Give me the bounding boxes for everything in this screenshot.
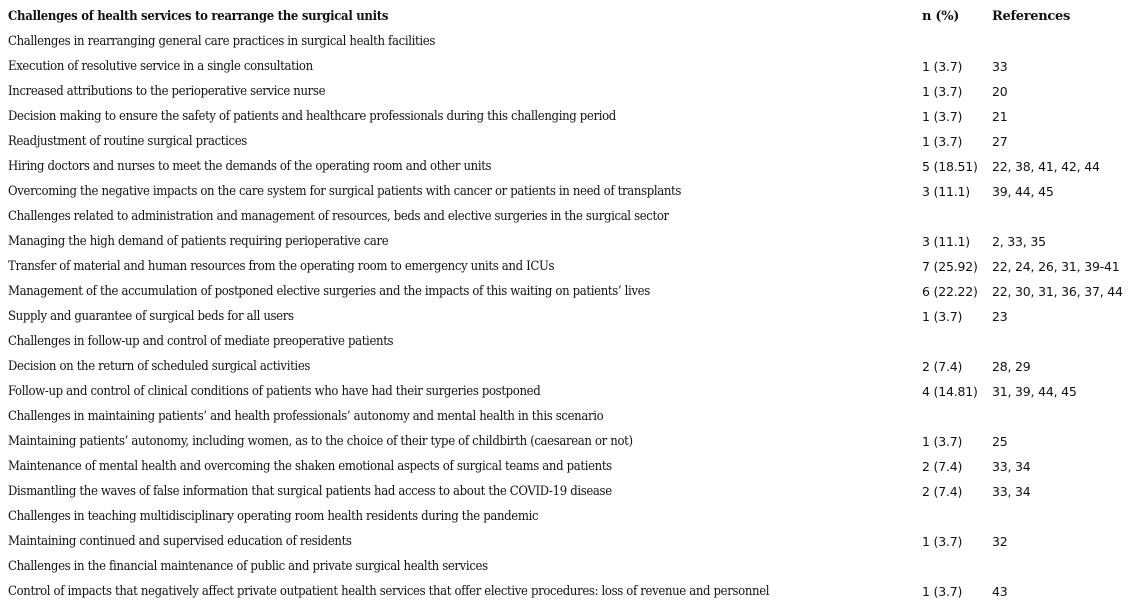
- references-value: [992, 554, 1148, 579]
- references-value: 31, 39, 44, 45: [992, 384, 1077, 399]
- challenge-description: Execution of resolutive service in a single consultation: [8, 59, 313, 74]
- references-value: 25: [992, 434, 1008, 449]
- challenge-description: Dismantling the waves of false information that surgical patients had access to about the COVID-19 disease: [8, 484, 612, 499]
- table-row: [0, 304, 1148, 329]
- n-percent-value: 7 (25.92): [922, 259, 978, 274]
- challenge-description: Maintenance of mental health and overcoming the shaken emotional aspects of surgical teams and patients: [8, 459, 612, 474]
- table-row: [0, 129, 1148, 154]
- n-percent-value: 1 (3.7): [922, 109, 963, 124]
- n-percent-value: 1 (3.7): [922, 134, 963, 149]
- category-row: [0, 204, 1148, 229]
- header-n-percent: n (%): [922, 9, 960, 24]
- references-value: 33, 34: [992, 484, 1031, 499]
- category-label: Challenges in maintaining patients’ and health professionals’ autonomy and mental health in this scenario: [8, 409, 604, 424]
- n-percent-value: 2 (7.4): [922, 484, 963, 499]
- n-percent-value: 1 (3.7): [922, 309, 963, 324]
- header-references: References: [992, 9, 1071, 24]
- challenge-description: Readjustment of routine surgical practices: [8, 134, 247, 149]
- references-value: 20: [992, 84, 1008, 99]
- n-percent-value: 4 (14.81): [922, 384, 978, 399]
- n-percent-value: 1 (3.7): [922, 534, 963, 549]
- references-value: 39, 44, 45: [992, 184, 1054, 199]
- references-value: [992, 329, 1148, 354]
- references-value: 28, 29: [992, 359, 1031, 374]
- n-percent-value: 6 (22.22): [922, 284, 978, 299]
- category-label: Challenges related to administration and management of resources, beds and elective surgeries in the surgical sector: [8, 209, 669, 224]
- table-row: [0, 379, 1148, 404]
- table-row: [0, 104, 1148, 129]
- n-percent-value: 2 (7.4): [922, 359, 963, 374]
- challenge-description: Decision on the return of scheduled surgical activities: [8, 359, 311, 374]
- table-row: [0, 229, 1148, 254]
- references-value: [992, 29, 1148, 54]
- n-percent-value: 1 (3.7): [922, 84, 963, 99]
- category-row: [0, 504, 1148, 529]
- n-percent-value: 1 (3.7): [922, 434, 963, 449]
- references-value: 2, 33, 35: [992, 234, 1046, 249]
- references-value: 22, 24, 26, 31, 39-41: [992, 259, 1120, 274]
- n-percent-value: 2 (7.4): [922, 459, 963, 474]
- n-percent-value: 3 (11.1): [922, 184, 970, 199]
- references-value: 22, 38, 41, 42, 44: [992, 159, 1100, 174]
- challenge-description: Decision making to ensure the safety of patients and healthcare professionals during this challenging period: [8, 109, 616, 124]
- category-row: [0, 329, 1148, 354]
- challenge-description: Maintaining patients’ autonomy, including women, as to the choice of their type of childbirth (caesarean or not): [8, 434, 633, 449]
- n-percent-value: [922, 204, 992, 229]
- references-value: [992, 204, 1148, 229]
- references-value: [992, 504, 1148, 529]
- references-value: 33, 34: [992, 459, 1031, 474]
- table-row: [0, 529, 1148, 554]
- references-value: 23: [992, 309, 1008, 324]
- table-row: [0, 479, 1148, 504]
- references-value: 33: [992, 59, 1008, 74]
- references-value: [992, 404, 1148, 429]
- challenge-description: Follow-up and control of clinical conditions of patients who have had their surgeries postponed: [8, 384, 541, 399]
- n-percent-value: [922, 554, 992, 579]
- table-row: [0, 279, 1148, 304]
- challenge-description: Transfer of material and human resources from the operating room to emergency units and ICUs: [8, 259, 555, 274]
- challenge-description: Maintaining continued and supervised education of residents: [8, 534, 352, 549]
- n-percent-value: 1 (3.7): [922, 584, 963, 599]
- table-row: [0, 579, 1148, 604]
- challenge-description: Increased attributions to the perioperative service nurse: [8, 84, 326, 99]
- references-value: 32: [992, 534, 1008, 549]
- table-body: [0, 29, 1148, 604]
- table-row: [0, 254, 1148, 279]
- challenge-description: Control of impacts that negatively affect private outpatient health services that offer elective procedures: loss of revenue and personnel: [8, 584, 770, 599]
- n-percent-value: [922, 29, 992, 54]
- references-value: 22, 30, 31, 36, 37, 44: [992, 284, 1123, 299]
- n-percent-value: [922, 329, 992, 354]
- references-value: 21: [992, 109, 1008, 124]
- challenge-description: Management of the accumulation of postponed elective surgeries and the impacts of this waiting on patients’ lives: [8, 284, 650, 299]
- category-label: Challenges in the financial maintenance of public and private surgical health services: [8, 559, 488, 574]
- table-header-row: [0, 4, 1148, 29]
- category-label: Challenges in follow-up and control of mediate preoperative patients: [8, 334, 394, 349]
- n-percent-value: 3 (11.1): [922, 234, 970, 249]
- challenge-description: Overcoming the negative impacts on the care system for surgical patients with cancer or patients in need of transplants: [8, 184, 682, 199]
- challenge-description: Managing the high demand of patients requiring perioperative care: [8, 234, 389, 249]
- n-percent-value: 5 (18.51): [922, 159, 978, 174]
- table-row: [0, 154, 1148, 179]
- category-label: Challenges in teaching multidisciplinary operating room health residents during the pandemic: [8, 509, 539, 524]
- table-row: [0, 354, 1148, 379]
- table-row: [0, 429, 1148, 454]
- challenges-table: [0, 4, 1148, 604]
- n-percent-value: 1 (3.7): [922, 59, 963, 74]
- category-row: [0, 29, 1148, 54]
- category-row: [0, 554, 1148, 579]
- n-percent-value: [922, 404, 992, 429]
- table-row: [0, 54, 1148, 79]
- references-value: 43: [992, 584, 1008, 599]
- table-row: [0, 79, 1148, 104]
- header-description: Challenges of health services to rearrange the surgical units: [8, 9, 389, 24]
- challenge-description: Hiring doctors and nurses to meet the demands of the operating room and other units: [8, 159, 492, 174]
- category-label: Challenges in rearranging general care practices in surgical health facilities: [8, 34, 435, 49]
- challenge-description: Supply and guarantee of surgical beds for all users: [8, 309, 294, 324]
- table-row: [0, 454, 1148, 479]
- references-value: 27: [992, 134, 1008, 149]
- category-row: [0, 404, 1148, 429]
- n-percent-value: [922, 504, 992, 529]
- table-row: [0, 179, 1148, 204]
